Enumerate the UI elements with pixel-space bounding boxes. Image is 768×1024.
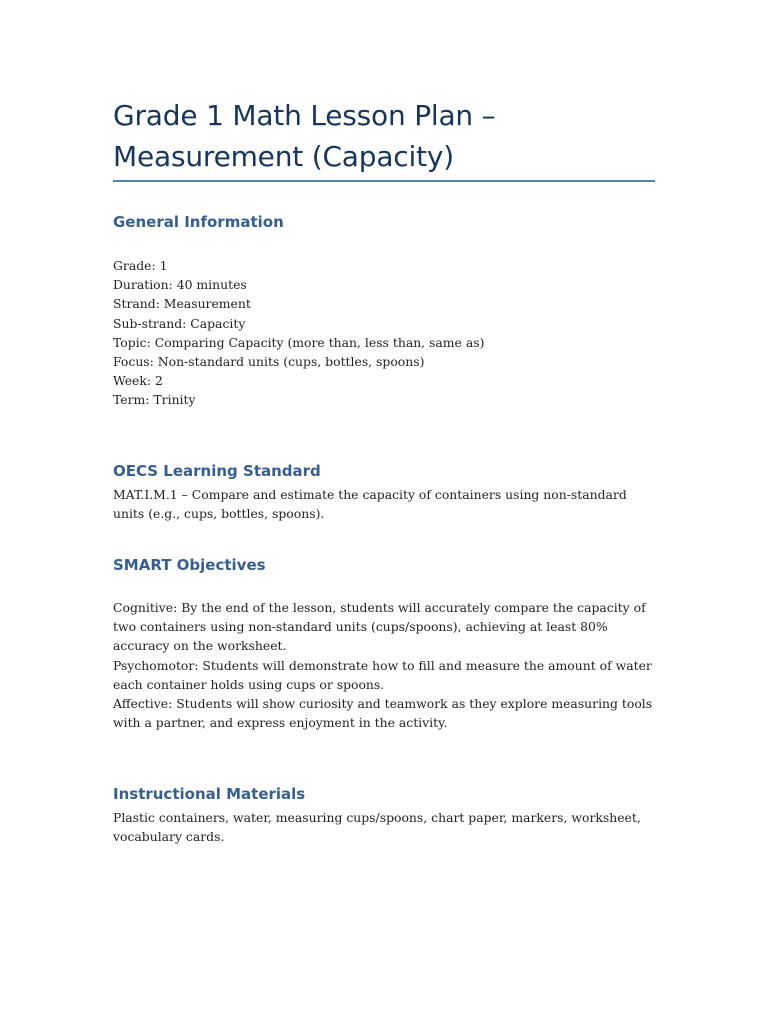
info-term: Term: Trinity: [113, 392, 196, 408]
learning-standard-paragraph: MAT.I.M.1 – Compare and estimate the capacity of containers using non-standard units (e.g., cups, bottles, spoons).: [113, 487, 627, 522]
info-strand: Strand: Measurement: [113, 296, 251, 312]
heading-general-information: General Information: [113, 213, 284, 231]
info-topic: Topic: Comparing Capacity (more than, less than, same as): [113, 334, 485, 350]
document-title: [113, 95, 655, 177]
learning-standard-text: [113, 485, 658, 523]
info-duration: Duration: 40 minutes: [113, 277, 247, 293]
objective-affective: Affective: Students will show curiosity and teamwork as they explore measuring tools with a partner, and express enjoyment in the activity.: [113, 696, 653, 731]
heading-learning-standard: OECS Learning Standard: [113, 462, 321, 480]
heading-smart-objectives: SMART Objectives: [113, 556, 266, 574]
title-line-1: Grade 1 Math Lesson Plan –: [113, 99, 496, 132]
instructional-materials-paragraph: Plastic containers, water, measuring cups/spoons, chart paper, markers, worksheet, vocabulary cards.: [113, 810, 641, 845]
instructional-materials-text: [113, 808, 658, 846]
info-week: Week: 2: [113, 373, 163, 389]
general-information-list: [113, 256, 658, 410]
smart-objectives-list: [113, 598, 658, 732]
objective-psychomotor: Psychomotor: Students will demonstrate how to fill and measure the amount of water each container holds using cups or spoons.: [113, 657, 652, 692]
info-grade: Grade: 1: [113, 258, 168, 273]
info-sub-strand: Sub-strand: Capacity: [113, 315, 246, 331]
title-underline: [113, 180, 655, 182]
info-focus: Focus: Non-standard units (cups, bottles, spoons): [113, 354, 425, 370]
title-line-2: Measurement (Capacity): [113, 140, 454, 173]
objective-cognitive: Cognitive: By the end of the lesson, students will accurately compare the capacity of two containers using non-standard units (cups/spoons), achieving at least 80% accuracy on the worksheet.: [113, 600, 646, 654]
heading-instructional-materials: Instructional Materials: [113, 785, 306, 803]
